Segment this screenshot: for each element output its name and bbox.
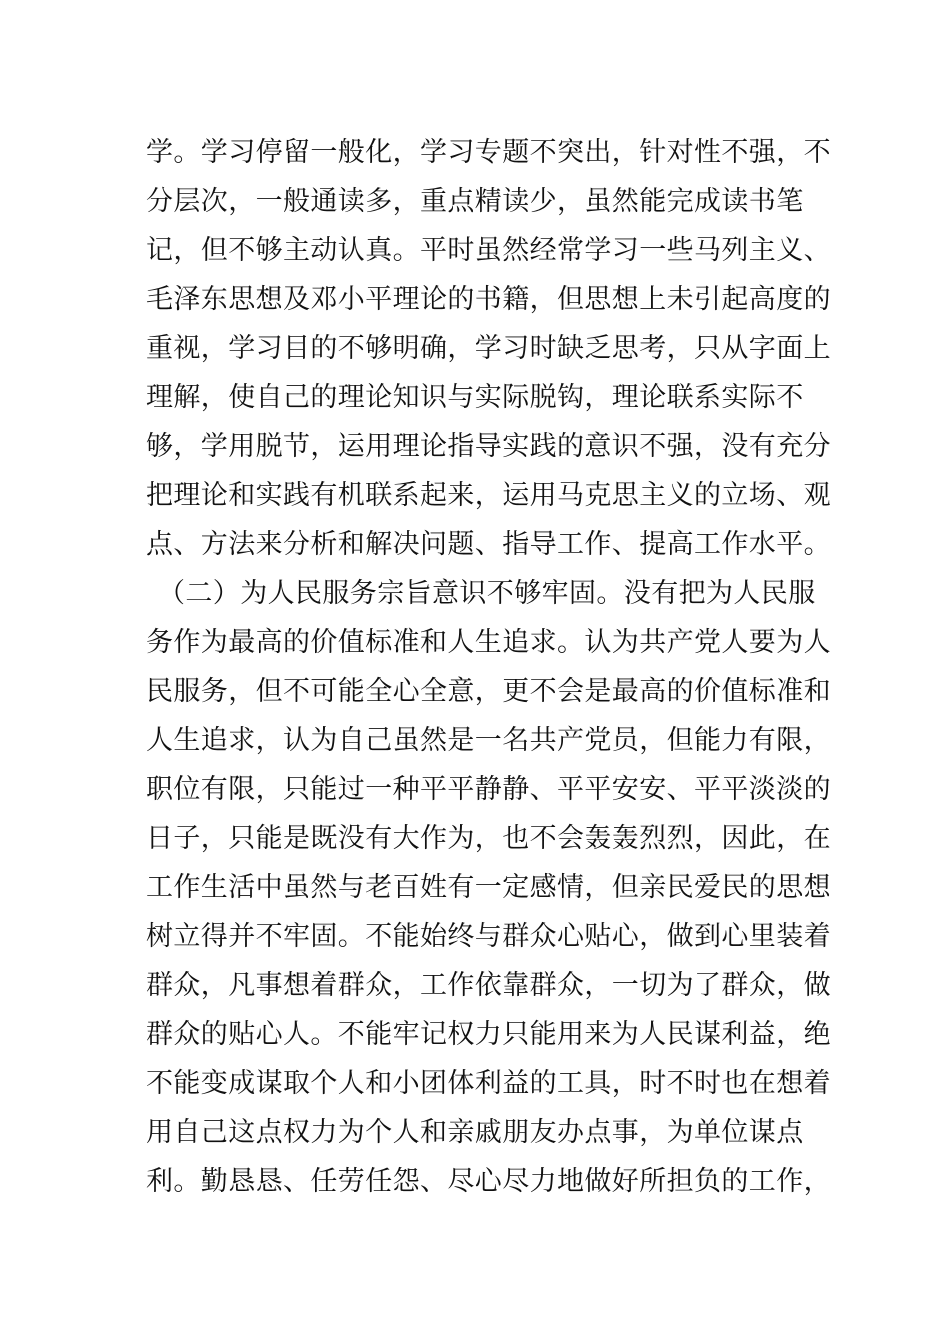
text-line: 民服务，但不可能全心全意，更不会是最高的价值标准和 xyxy=(146,676,831,707)
text-line: 把理论和实践有机联系起来，运用马克思主义的立场、观 xyxy=(146,480,831,511)
text-line: 理解，使自己的理论知识与实际脱钩，理论联系实际不 xyxy=(146,382,804,413)
body-text xyxy=(146,128,846,1206)
text-line: 用自己这点权力为个人和亲戚朋友办点事，为单位谋点 xyxy=(146,1117,804,1148)
text-line: 人生追求，认为自己虽然是一名共产党员，但能力有限， xyxy=(146,725,831,756)
text-line: 学。学习停留一般化，学习专题不突出，针对性不强，不 xyxy=(146,137,831,168)
section-heading-line: （二）为人民服务宗旨意识不够牢固。没有把为人民服 xyxy=(158,578,816,609)
text-line: 职位有限，只能过一种平平静静、平平安安、平平淡淡的 xyxy=(146,774,831,805)
text-line: 点、方法来分析和解决问题、指导工作、提高工作水平。 xyxy=(146,529,831,560)
text-line: 群众，凡事想着群众，工作依靠群众，一切为了群众，做 xyxy=(146,970,831,1001)
text-line: 群众的贴心人。不能牢记权力只能用来为人民谋利益，绝 xyxy=(146,1019,831,1050)
text-line: 工作生活中虽然与老百姓有一定感情，但亲民爱民的思想 xyxy=(146,872,831,903)
text-line: 重视，学习目的不够明确，学习时缺乏思考，只从字面上 xyxy=(146,333,831,364)
text-line: 树立得并不牢固。不能始终与群众心贴心，做到心里装着 xyxy=(146,921,831,952)
text-line: 利。勤恳恳、任劳任怨、尽心尽力地做好所担负的工作， xyxy=(146,1166,831,1197)
text-line: 务作为最高的价值标准和人生追求。认为共产党人要为人 xyxy=(146,627,831,658)
text-line: 够，学用脱节，运用理论指导实践的意识不强，没有充分 xyxy=(146,431,831,462)
text-line: 不能变成谋取个人和小团体利益的工具，时不时也在想着 xyxy=(146,1068,831,1099)
text-line: 记，但不够主动认真。平时虽然经常学习一些马列主义、 xyxy=(146,235,831,266)
text-line: 日子，只能是既没有大作为，也不会轰轰烈烈，因此，在 xyxy=(146,823,831,854)
text-line: 分层次，一般通读多，重点精读少，虽然能完成读书笔 xyxy=(146,186,804,217)
text-line: 毛泽东思想及邓小平理论的书籍，但思想上未引起高度的 xyxy=(146,284,831,315)
